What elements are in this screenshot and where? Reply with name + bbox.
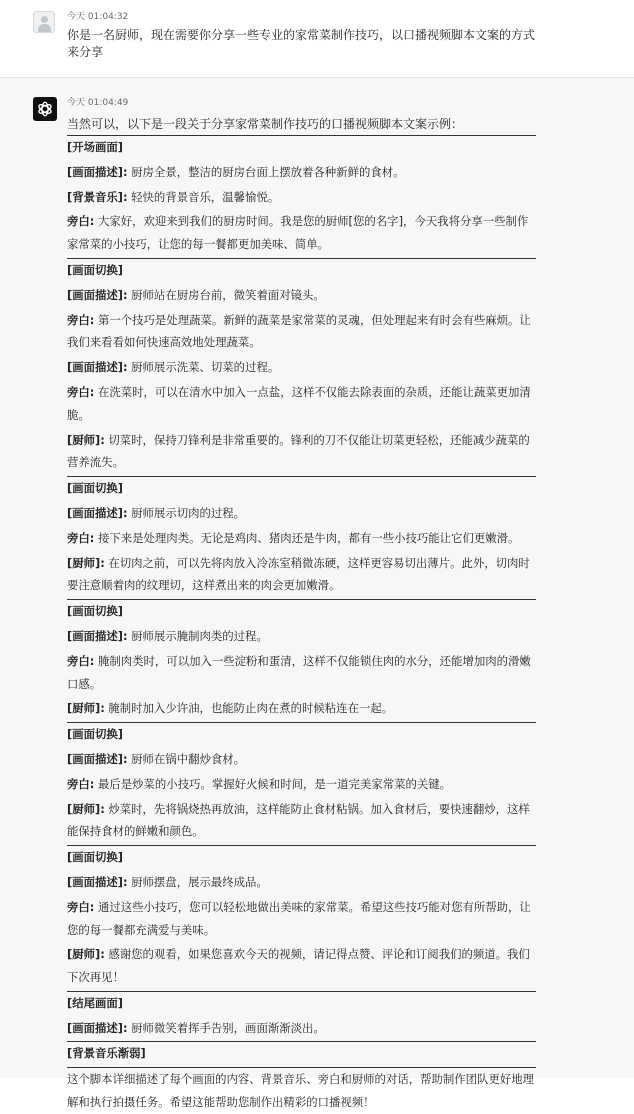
script-line-text: 轻快的背景音乐，温馨愉悦。 xyxy=(127,189,280,204)
script-line-text: 接下来是处理肉类。无论是鸡肉、猪肉还是牛肉，都有一些小技巧能让它们更嫩滑。 xyxy=(94,530,520,545)
script-line-text: 切菜时，保持刀锋利是非常重要的。锋利的刀不仅能让切菜更轻松，还能减少蔬菜的营养流失。 xyxy=(67,432,530,470)
script-line-text: 通过这些小技巧，您可以轻松地做出美味的家常菜。希望这些技巧能对您有所帮助，让您的每一餐都充满爱与美味。 xyxy=(67,899,531,937)
script-line xyxy=(67,210,536,256)
section-heading-text: [画面切换] xyxy=(67,481,123,496)
script-line-label: [厨师]: xyxy=(67,701,105,716)
script-line xyxy=(67,773,536,796)
section-heading-text: [画面切换] xyxy=(67,850,123,865)
script-line-text: 厨师微笑着挥手告别，画面渐渐淡出。 xyxy=(127,1020,325,1035)
script-line-text: 厨师展示切肉的过程。 xyxy=(127,505,246,520)
script-line-label: 旁白: xyxy=(67,312,95,327)
script-line-label: 旁白: xyxy=(67,214,95,229)
script-line xyxy=(67,161,536,184)
script-line xyxy=(67,284,536,307)
section-heading-text: [画面切换] xyxy=(67,262,123,277)
script-line-text: 厨师展示洗菜、切菜的过程。 xyxy=(127,360,280,375)
script-line-text: 腌制肉类时，可以加入一些淀粉和蛋清，这样不仅能锁住肉的水分，还能增加肉的滑嫩口感。 xyxy=(67,653,531,691)
user-message-time: 今天 01:04:32 xyxy=(67,12,129,22)
closing-summary: 这个脚本详细描述了每个画面的内容、背景音乐、旁白和厨师的对话，帮助制作团队更好地理解和执行拍摄任务。希望这能帮助您制作出精彩的口播视频！ xyxy=(67,1067,536,1114)
script-line-label: 旁白: xyxy=(67,899,95,914)
script-line-text: 最后是炒菜的小技巧。掌握好火候和时间，是一道完美家常菜的关键。 xyxy=(94,776,452,791)
user-message xyxy=(0,0,634,78)
section-heading xyxy=(67,722,536,746)
script-line xyxy=(67,943,536,989)
script-line xyxy=(67,896,536,942)
script-line-label: [背景音乐]: xyxy=(67,189,128,204)
section-heading-text: [开场画面] xyxy=(67,140,123,154)
script-line xyxy=(67,1017,536,1040)
script-line-label: 旁白: xyxy=(67,384,95,399)
script-line xyxy=(67,527,536,550)
script-line-label: 旁白: xyxy=(67,776,95,791)
script-line-text: 在洗菜时，可以在清水中加入一点盐，这样不仅能去除表面的杂质，还能让蔬菜更加清脆。 xyxy=(67,384,531,422)
user-message-text: 你是一名厨师，现在需要你分享一些专业的家常菜制作技巧，以口播视频脚本文案的方式来分享 xyxy=(67,28,536,59)
section-heading xyxy=(67,991,536,1015)
section-heading xyxy=(67,1041,536,1065)
section-heading-text: [画面切换] xyxy=(67,727,123,742)
script-line xyxy=(67,748,536,771)
script-line-text: 大家好，欢迎来到我们的厨房时间。我是您的厨师[您的名字]，今天我将分享一些制作家常菜的小技巧，让您的每一餐都更加美味、简单。 xyxy=(67,214,529,252)
script-line-label: [厨师]: xyxy=(67,801,105,816)
assistant-logo-icon xyxy=(33,97,57,121)
script-line-label: [画面描述]: xyxy=(67,1020,128,1035)
assistant-message xyxy=(0,78,634,1110)
script-line xyxy=(67,871,536,894)
script-line-label: [厨师]: xyxy=(67,555,105,570)
assistant-intro: 当然可以，以下是一段关于分享家常菜制作技巧的口播视频脚本文案示例： xyxy=(67,117,464,131)
script-line xyxy=(67,552,536,598)
script-line-label: [画面描述]: xyxy=(67,628,128,643)
script-line-label: [画面描述]: xyxy=(67,505,128,520)
script-line xyxy=(67,356,536,379)
script-line-text: 在切肉之前，可以先将肉放入冷冻室稍微冻硬，这样更容易切出薄片。此外，切肉时要注意顺着肉的纹理切，这样煮出来的肉会更加嫩滑。 xyxy=(67,555,530,593)
script-line-text: 厨师站在厨房台前，微笑着面对镜头。 xyxy=(127,287,325,302)
script-line xyxy=(67,186,536,209)
script-line-label: [画面描述]: xyxy=(67,164,128,179)
script-line-text: 感谢您的观看，如果您喜欢今天的视频，请记得点赞、评论和订阅我们的频道。我们下次再见！ xyxy=(67,947,530,985)
script-line-text: 厨房全景，整洁的厨房台面上摆放着各种新鲜的食材。 xyxy=(127,164,405,179)
script-line-label: 旁白: xyxy=(67,530,95,545)
script-line-label: [画面描述]: xyxy=(67,360,128,375)
script-line xyxy=(67,625,536,648)
script-line-label: [厨师]: xyxy=(67,432,105,447)
script-line-label: 旁白: xyxy=(67,653,95,668)
script-line xyxy=(67,309,536,355)
script-content xyxy=(67,135,536,1114)
script-line xyxy=(67,381,536,427)
script-line-text: 厨师在锅中翻炒食材。 xyxy=(127,751,246,766)
script-line xyxy=(67,502,536,525)
script-line xyxy=(67,697,536,720)
assistant-message-time: 今天 01:04:49 xyxy=(67,98,129,108)
script-line xyxy=(67,429,536,475)
script-line xyxy=(67,650,536,696)
script-line-text: 腌制时加入少许油，也能防止肉在煮的时候粘连在一起。 xyxy=(104,701,394,716)
section-heading-text: [背景音乐渐弱] xyxy=(67,1046,146,1061)
script-line-label: [厨师]: xyxy=(67,947,105,962)
section-heading xyxy=(67,135,536,159)
section-heading xyxy=(67,845,536,869)
script-line-label: [画面描述]: xyxy=(67,287,128,302)
section-heading xyxy=(67,599,536,623)
script-line-label: [画面描述]: xyxy=(67,874,128,889)
script-line xyxy=(67,798,536,844)
script-line-text: 炒菜时，先将锅烧热再放油，这样能防止食材粘锅。加入食材后，要快速翻炒，这样能保持食材的鲜嫩和颜色。 xyxy=(67,801,530,839)
section-heading-text: [结尾画面] xyxy=(67,995,123,1010)
section-heading xyxy=(67,258,536,282)
section-heading xyxy=(67,476,536,500)
section-heading-text: [画面切换] xyxy=(67,604,123,619)
script-line-text: 厨师展示腌制肉类的过程。 xyxy=(127,628,268,643)
user-avatar-icon xyxy=(33,11,55,33)
script-line-text: 第一个技巧是处理蔬菜。新鲜的蔬菜是家常菜的灵魂，但处理起来有时会有些麻烦。让我们来看看如何快速高效地处理蔬菜。 xyxy=(67,312,531,350)
script-line-text: 厨师摆盘，展示最终成品。 xyxy=(127,874,268,889)
script-line-label: [画面描述]: xyxy=(67,751,128,766)
